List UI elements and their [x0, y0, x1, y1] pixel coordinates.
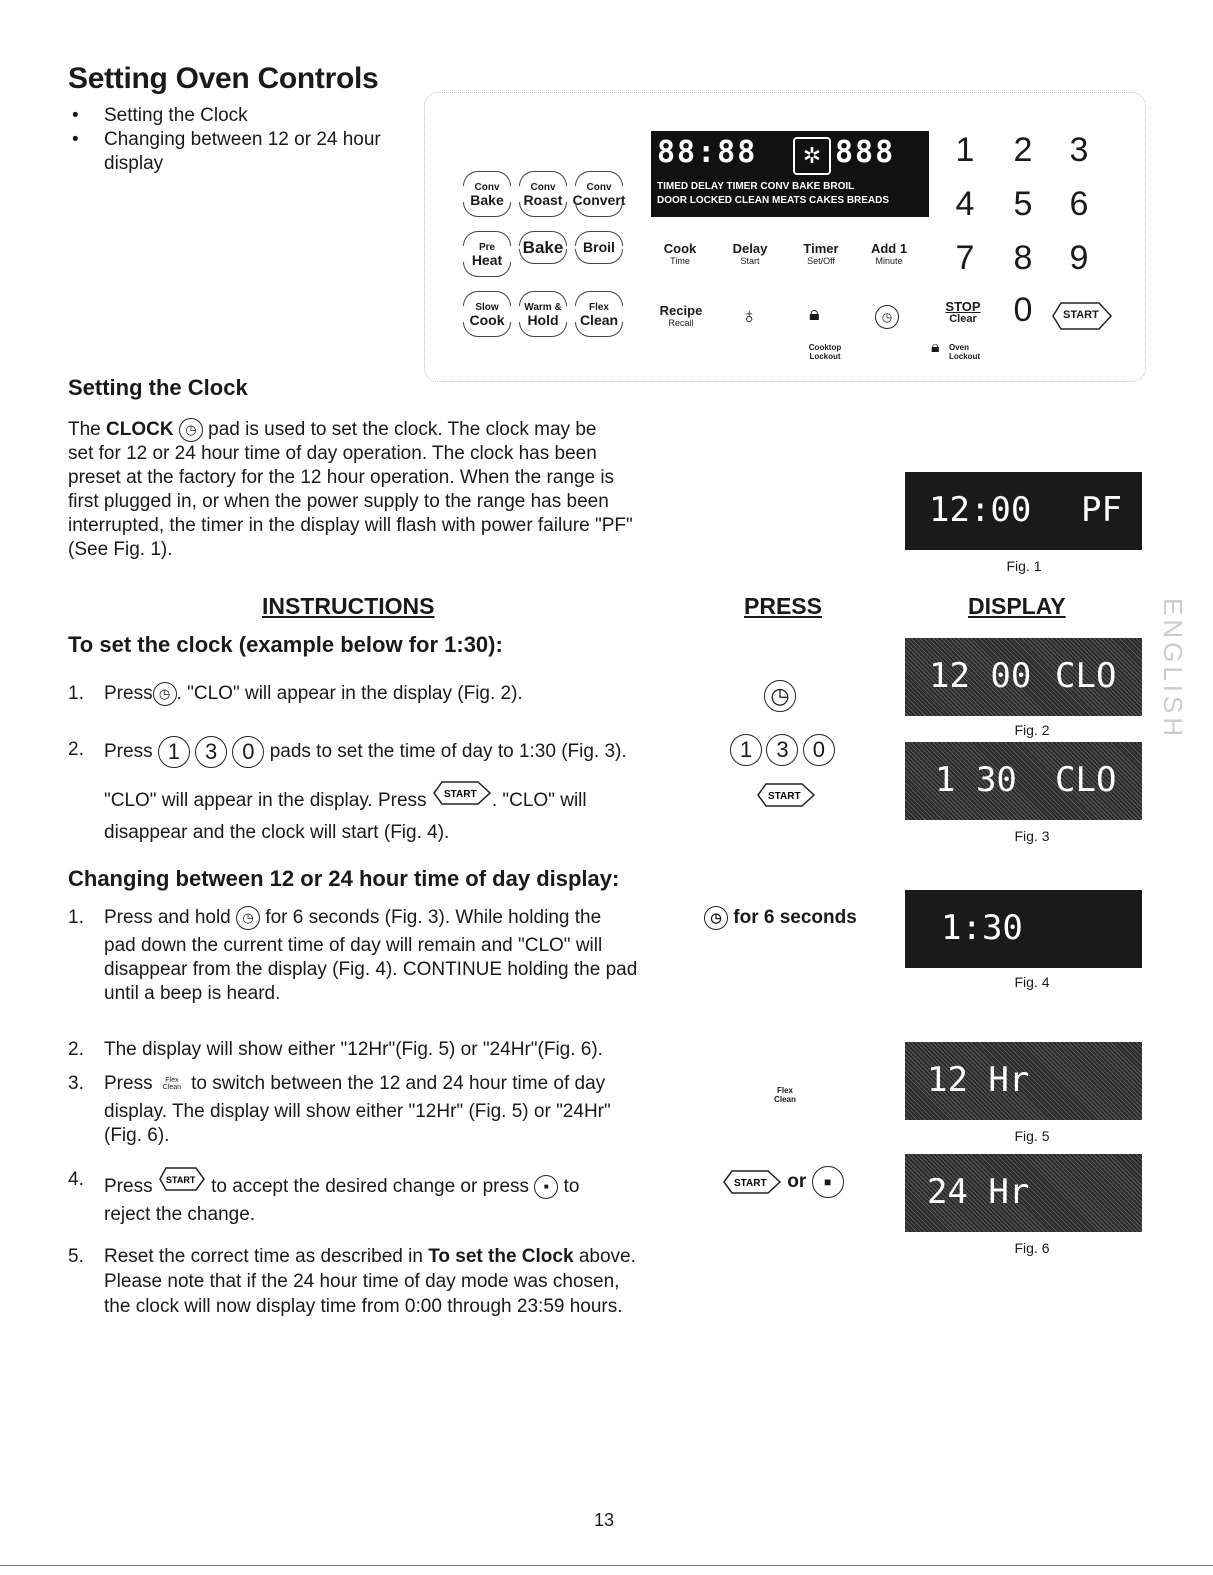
fig1-pf: PF: [1081, 490, 1122, 530]
fig2-display: [905, 638, 1142, 716]
clock-icon[interactable]: ◷: [875, 305, 899, 329]
set-clock-step-1: [68, 680, 668, 708]
intro-bold: CLOCK: [106, 419, 174, 441]
cooktop-lockout-label: Cooktop Lockout: [808, 343, 842, 361]
fig6-display: [905, 1154, 1142, 1232]
key-4[interactable]: 4: [955, 185, 975, 223]
key-timer-set-off[interactable]: [793, 243, 849, 267]
key-delay-start[interactable]: [723, 243, 777, 267]
pad-small-label: Slow: [475, 302, 499, 313]
lcd-time-digits: 88:88: [657, 135, 758, 170]
step-text: display. The display will show either "12Hr" (Fig. 5) or "24Hr": [104, 1101, 611, 1122]
key-sublabel: Minute: [875, 256, 903, 266]
key-8[interactable]: 8: [1013, 239, 1033, 277]
key-5[interactable]: 5: [1013, 185, 1033, 223]
fig6-text: 24 Hr: [927, 1172, 1030, 1212]
intro-line: first plugged in, or when the power supply to the range has been: [68, 491, 609, 513]
step-text: Please note that if the 24 hour time of day mode was chosen,: [104, 1271, 620, 1292]
step-text: Press: [104, 741, 153, 763]
key-label: Recipe: [659, 303, 703, 318]
key-sublabel: Time: [670, 256, 690, 266]
step-number: 4.: [68, 1169, 84, 1190]
pad-bake[interactable]: [515, 238, 571, 257]
key-add-1-minute[interactable]: [863, 243, 915, 267]
key-sublabel: Set/Off: [807, 256, 835, 266]
flex-label: Flex: [776, 1086, 793, 1095]
key-label: Timer: [803, 241, 839, 256]
press-digit-3: 3: [766, 734, 798, 766]
display-header: DISPLAY: [968, 593, 1066, 619]
fig3-caption: Fig. 3: [1014, 828, 1050, 844]
section-heading-change-mode: Changing between 12 or 24 hour time of day display:: [68, 866, 620, 891]
fig5-caption: Fig. 5: [1014, 1128, 1050, 1144]
pad-large-label: Bake: [522, 238, 564, 257]
key-label: Cook: [663, 241, 697, 256]
step-text: to accept the desired change or press: [211, 1176, 530, 1197]
fig3-clo: CLO: [1055, 760, 1117, 800]
clock-icon: ◷: [704, 906, 728, 930]
step-text: disappear from the display (Fig. 4). CONTINUE holding the pad: [104, 959, 638, 980]
start-pad-shape: [432, 780, 492, 806]
fig1-caption: Fig. 1: [1006, 558, 1042, 574]
press-clock-6s: [704, 906, 857, 930]
key-label: Delay: [732, 241, 768, 256]
fig6-caption: Fig. 6: [1014, 1240, 1050, 1256]
topic-item: • Setting the Clock: [68, 104, 418, 128]
stop-clear-icon: ■: [534, 1175, 558, 1199]
pad-conv-bake[interactable]: [459, 181, 515, 207]
start-pad-icon: [158, 1166, 206, 1192]
step-bold: To set the Clock: [428, 1246, 574, 1267]
change-step-3: [68, 1070, 668, 1150]
step-text: Reset the correct time as described in: [104, 1246, 429, 1267]
press-digit-0: 0: [803, 734, 835, 766]
topic-list: [68, 104, 418, 176]
clean-label: Clean: [162, 1083, 181, 1091]
pad-slow-cook[interactable]: [459, 301, 515, 327]
step-number: 2.: [68, 1039, 84, 1060]
press-clock-icon: ◷: [764, 680, 796, 712]
start-pad-shape: [158, 1166, 206, 1192]
step-number: 5.: [68, 1246, 84, 1267]
step-number: 1.: [68, 907, 84, 928]
pad-large-label: Broil: [583, 239, 615, 255]
fig3-time: 1 30: [935, 760, 1017, 800]
fig4-caption: Fig. 4: [1014, 974, 1050, 990]
press-flex-clean-icon: [768, 1086, 802, 1104]
intro-line: set for 12 or 24 hour time of day operation. The clock has been: [68, 443, 597, 465]
fig2-caption: Fig. 2: [1014, 722, 1050, 738]
instructions-header: INSTRUCTIONS: [262, 593, 435, 619]
lcd-indicator-row: TIMED DELAY TIMER CONV BAKE BROIL: [657, 181, 855, 192]
pad-conv-roast[interactable]: [515, 181, 571, 207]
pad-large-label: Convert: [572, 192, 626, 208]
step-number: 2.: [68, 739, 84, 760]
key-sublabel: Start: [740, 256, 760, 266]
step-text: (Fig. 6).: [104, 1125, 170, 1146]
step-text: to: [563, 1176, 580, 1197]
or-text: or: [787, 1171, 807, 1193]
intro-text: pad is used to set the clock. The clock may be: [202, 419, 597, 441]
key-0[interactable]: 0: [1013, 291, 1033, 329]
key-2[interactable]: 2: [1013, 131, 1033, 169]
pad-flex-clean[interactable]: [571, 301, 627, 327]
change-step-5: [68, 1244, 668, 1319]
press-start-or-stop: [722, 1166, 844, 1198]
oven-lockout-label: Oven Lockout: [949, 343, 981, 361]
step-text: Press and hold: [104, 907, 231, 928]
step-number: 3.: [68, 1073, 84, 1094]
lcd-indicator-row: DOOR LOCKED CLEAN MEATS CAKES BREADS: [657, 195, 890, 206]
key-label: Add 1: [870, 241, 908, 256]
fig5-text: 12 Hr: [927, 1060, 1030, 1100]
pad-small-label: Pre: [478, 242, 496, 253]
pad-large-label: Clean: [579, 312, 619, 328]
key-7[interactable]: 7: [955, 239, 975, 277]
step-text: above.: [573, 1246, 636, 1267]
change-step-4: [68, 1166, 668, 1229]
step-text: Press: [104, 1073, 153, 1094]
step-text: . "CLO" will: [491, 790, 587, 811]
svg-text:START: START: [165, 1175, 196, 1185]
change-step-2: [68, 1036, 668, 1064]
flex-clean-pad-icon: [158, 1077, 186, 1091]
pad-small-label: Warm &: [524, 302, 562, 313]
step-text: for 6 seconds (Fig. 3). While holding the: [265, 907, 602, 928]
section-heading-setting-clock: Setting the Clock: [68, 375, 248, 400]
pad-warm-hold[interactable]: [515, 301, 571, 327]
step-text: Press: [104, 1176, 153, 1197]
pad-pre-heat[interactable]: [459, 241, 515, 267]
cooktop-lock-icon[interactable]: 🔒︎: [809, 303, 820, 325]
bottom-rule: [0, 1565, 1213, 1566]
flex-label: Flex: [165, 1076, 179, 1084]
key-1[interactable]: 1: [955, 131, 975, 169]
pad-large-label: Roast: [523, 192, 563, 208]
fig4-display: [905, 890, 1142, 968]
digit-1-pad: 1: [158, 736, 190, 768]
control-panel-illustration: [424, 92, 1146, 382]
press-digit-pads: [730, 734, 835, 766]
fan-icon: ✲: [793, 137, 831, 175]
stop-clear-icon: ■: [812, 1166, 844, 1198]
page-title: Setting Oven Controls: [68, 62, 379, 95]
panel-lcd: [651, 131, 929, 217]
start-pad-icon: [432, 780, 492, 806]
pad-broil[interactable]: [571, 241, 627, 254]
start-pad-shape: [722, 1169, 782, 1195]
press-start-icon: [756, 782, 816, 813]
stop-label: STOP: [945, 299, 981, 314]
step-number: 1.: [68, 683, 84, 704]
fig2-clo: CLO: [1055, 656, 1117, 696]
fig4-time: 1:30: [941, 908, 1023, 948]
fig3-display: [905, 742, 1142, 820]
topic-item: • Changing between 12 or 24 hour display: [68, 128, 418, 176]
step-text: until a beep is heard.: [104, 983, 281, 1004]
step-text: pad down the current time of day will remain and "CLO" will: [104, 935, 603, 956]
clock-icon: ◷: [179, 418, 203, 442]
lcd-temp-digits: 888: [835, 135, 896, 170]
key-9[interactable]: 9: [1069, 239, 1089, 277]
key-6[interactable]: 6: [1069, 185, 1089, 223]
digit-3-pad: 3: [195, 736, 227, 768]
set-clock-step-2: [68, 736, 668, 847]
light-bulb-icon[interactable]: ♁: [741, 303, 758, 328]
pad-small-label: Conv: [530, 182, 556, 193]
fig5-display: [905, 1042, 1142, 1120]
clock-icon: ◷: [153, 682, 177, 706]
pad-small-label: Flex: [588, 302, 609, 313]
press-digit-1: 1: [730, 734, 762, 766]
press-header: PRESS: [744, 593, 822, 619]
pad-conv-convert[interactable]: [571, 181, 627, 207]
fig1-display: [905, 472, 1142, 550]
pad-large-label: Heat: [471, 252, 503, 268]
step-text: Press: [104, 683, 153, 704]
oven-lock-icon: 🔒︎: [931, 339, 940, 356]
svg-text:START: START: [768, 791, 801, 802]
step-text: . "CLO" will appear in the display (Fig. 2).: [176, 683, 523, 704]
section-heading-set-clock: To set the clock (example below for 1:30):: [68, 632, 503, 657]
intro-line: interrupted, the timer in the display will flash with power failure "PF": [68, 515, 633, 537]
key-sublabel: Recall: [668, 318, 694, 328]
pad-large-label: Cook: [469, 312, 505, 328]
digit-0-pad: 0: [232, 736, 264, 768]
pad-small-label: Conv: [586, 182, 612, 193]
key-3[interactable]: 3: [1069, 131, 1089, 169]
page-number: 13: [594, 1510, 615, 1530]
step-text: disappear and the clock will start (Fig. 4).: [104, 822, 450, 843]
start-key[interactable]: [1051, 301, 1113, 331]
intro-line: (See Fig. 1).: [68, 539, 173, 561]
step-text: The display will show either "12Hr"(Fig. 5) or "24Hr"(Fig. 6).: [104, 1039, 603, 1060]
step-text: pads to set the time of day to 1:30 (Fig. 3).: [269, 741, 627, 763]
key-recipe-recall[interactable]: [653, 305, 709, 329]
step-text: reject the change.: [104, 1204, 256, 1225]
side-tab-english: ENGLISH: [1158, 598, 1188, 741]
change-step-1: [68, 904, 668, 1008]
intro-text: The: [68, 419, 107, 441]
fig1-time: 12:00: [929, 490, 1032, 530]
clock-intro: [68, 418, 708, 562]
stop-clear-key[interactable]: [941, 301, 985, 325]
intro-line: preset at the factory for the 12 hour operation. When the range is: [68, 467, 615, 489]
clock-icon: ◷: [236, 906, 260, 930]
step-text: "CLO" will appear in the display. Press: [104, 790, 427, 811]
press-6s-text: for 6 seconds: [733, 907, 857, 929]
key-cook-time[interactable]: [655, 243, 705, 267]
pad-large-label: Hold: [527, 312, 559, 328]
pad-large-label: Bake: [470, 192, 504, 208]
pad-small-label: Conv: [474, 182, 500, 193]
clear-label: Clear: [949, 313, 977, 325]
step-text: the clock will now display time from 0:00 through 23:59 hours.: [104, 1296, 623, 1317]
start-label: START: [1063, 309, 1099, 321]
fig2-time: 12 00: [929, 656, 1032, 696]
step-text: to switch between the 12 and 24 hour time of day: [191, 1073, 606, 1094]
clean-label: Clean: [774, 1095, 796, 1104]
svg-text:START: START: [734, 1178, 767, 1189]
svg-text:START: START: [443, 789, 477, 800]
